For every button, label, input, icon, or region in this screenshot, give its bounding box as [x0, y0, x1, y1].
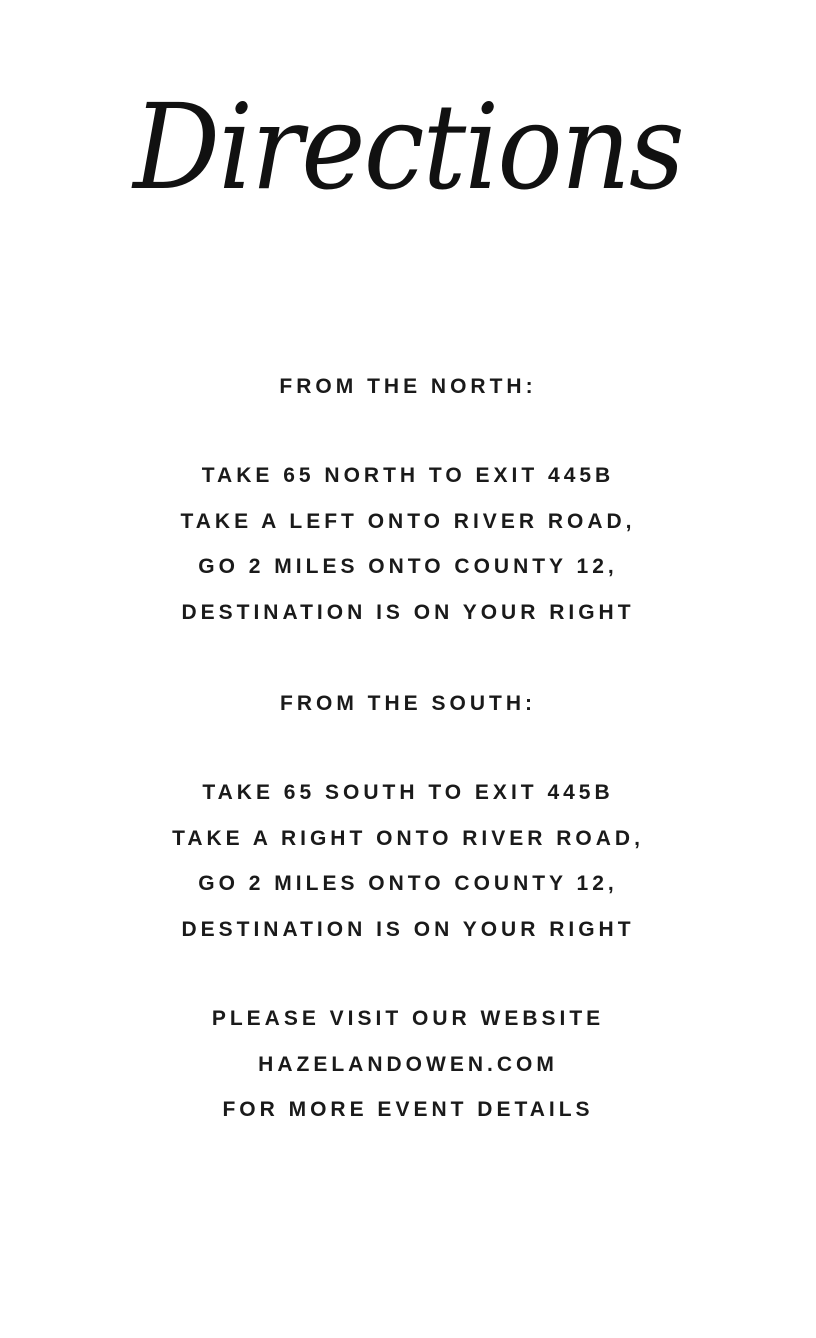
north-direction-line: TAKE 65 NORTH TO EXIT 445B	[201, 464, 615, 487]
north-section-heading	[0, 364, 816, 410]
website-url: HAZELANDOWEN.COM	[258, 1052, 558, 1076]
north-direction-line: DESTINATION IS ON YOUR RIGHT	[181, 600, 635, 624]
website-note	[0, 996, 816, 1133]
website-note-line: PLEASE VISIT OUR WEBSITE	[211, 1007, 605, 1030]
north-heading-text: FROM THE NORTH:	[279, 375, 537, 398]
south-section-heading	[0, 681, 816, 727]
north-direction-line: GO 2 MILES ONTO COUNTY 12,	[198, 555, 618, 578]
south-direction-line: DESTINATION IS ON YOUR RIGHT	[181, 917, 635, 941]
south-direction-line: TAKE A RIGHT ONTO RIVER ROAD,	[172, 826, 644, 850]
south-direction-line: GO 2 MILES ONTO COUNTY 12,	[198, 872, 618, 895]
south-heading-text: FROM THE SOUTH:	[280, 692, 536, 715]
south-direction-line: TAKE 65 SOUTH TO EXIT 445B	[202, 781, 614, 804]
card-title: Directions	[133, 78, 683, 216]
north-directions	[0, 453, 816, 635]
website-note-line: FOR MORE EVENT DETAILS	[222, 1098, 594, 1121]
north-direction-line: TAKE A LEFT ONTO RIVER ROAD,	[180, 509, 636, 533]
south-directions	[0, 770, 816, 952]
